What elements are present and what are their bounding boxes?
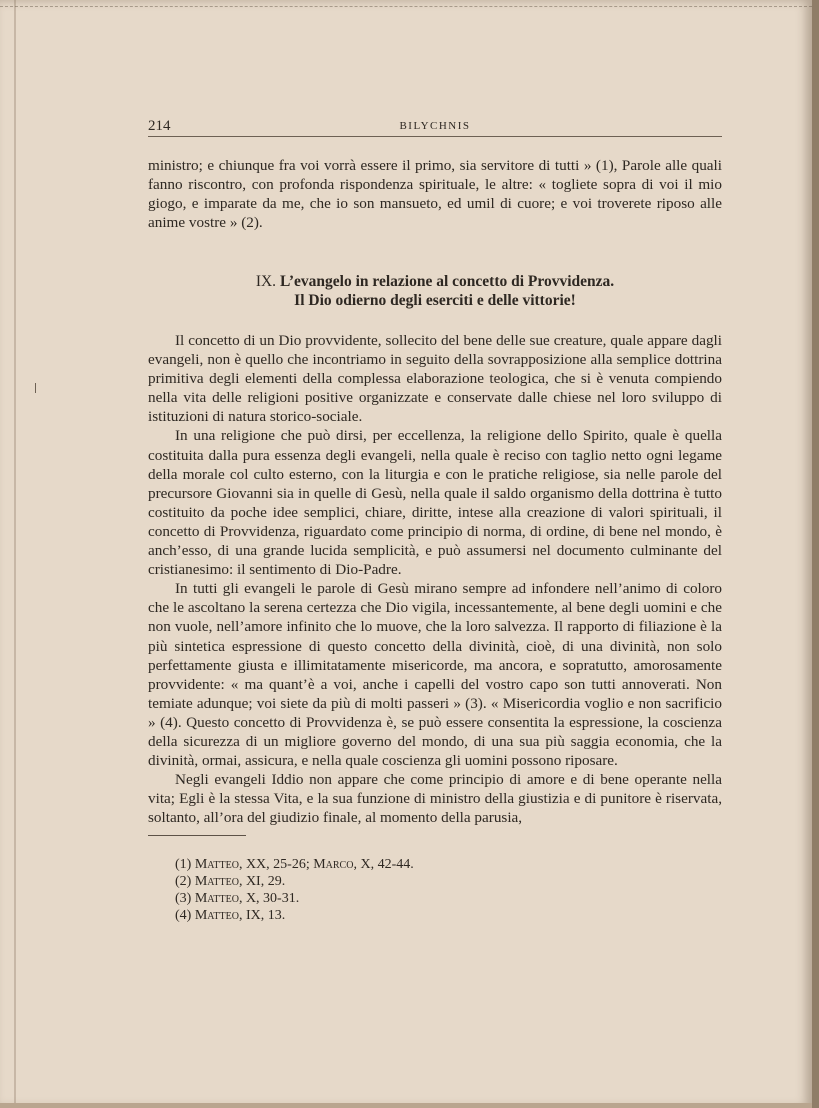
section-title-line-1 [148,272,722,291]
footnote-mark: (1) [175,857,192,872]
footnote-ref: , X, 42-44. [353,857,414,872]
section-heading [148,272,722,310]
footnote-author: Matteo [194,908,239,923]
footnote [175,873,414,890]
paragraph: Negli evangeli Iddio non appare che come principio di amore e di bene operante nella vita; Egli è la stessa Vita, e la sua funzione di ministro della giustizia e di punitore è riservata, soltanto, all’ora del giudizio finale, al momento della parusia, [148,771,722,827]
page-fold-shadow [14,0,16,1108]
footnote [175,907,414,924]
footnote-author: Matteo [194,874,239,889]
footnote [175,890,414,907]
footnote-ref: , X, 30-31. [238,891,300,906]
footnote-mark: (3) [175,891,192,906]
top-edge-line [0,6,812,8]
section-subtitle: Il Dio odierno degli eserciti e delle vittorie! [294,292,576,309]
paragraph: In tutti gli evangeli le parole di Gesù mirano sempre ad infondere nell’animo di coloro che le ascoltano la serena certezza che Dio vigila, incessantemente, al bene degli uomini e che non vuole, nell’amore infinito che lo muove, che la loro salvezza. Il rapporto di filiazione è la più sintetica espressione di questo concetto della divinità, cioè, di una divinità, non solo perfettamente giusta e illimitatamente misericorde, ma ancora, e sopratutto, amorosamente provvidente: « ma quant’è a voi, anche i capelli del vostro capo son tutti annoverati. Non temiate adunque; voi siete da più di molti passeri » (3). « Misericordia voglio e non sacrificio » (4). Questo concetto di Provvidenza è, se può essere consentita la espressione, la coscienza della sicurezza di un migliore governo del mondo, di una sua più saggia economia, che la divinità, ormai, assicura, e nella quale coscienza gli uomini possono riposare. [148,580,722,770]
margin-mark [35,383,36,393]
footnote-ref: , XI, 29. [238,874,286,889]
running-head [148,118,722,137]
paragraph: In una religione che può dirsi, per eccellenza, la religione dello Spirito, quale è quella costituita dalla pura essenza degli evangeli, nella quale è reciso con taglio netto ogni legame della morale col culto esterno, con la liturgia e con le pratiche religiose, sia nelle parole del precursore Giovanni sia in quelle di Gesù, nella quale il saldo organismo della dottrina è tutto costituito da poche idee semplici, chiare, diritte, intese alla creazione di valori spirituali, il concetto di Provvidenza, riguardato come principio di norma, di ordine, di bene nel mondo, è anch’esso, di una grande lucida semplicità, e può assumersi nel documento culminante del cristianesimo: il sentimento di Dio-Padre. [148,427,722,579]
footnote-mark: (4) [175,908,192,923]
section-number: IX. [255,273,277,290]
footnote-mark: (2) [175,874,192,889]
footnote-author: Matteo [194,891,239,906]
footnote-ref: , IX, 13. [238,908,286,923]
footnote-author: Matteo [194,857,239,872]
footnote-ref: , XX, 25-26; [238,857,314,872]
paragraph: Il concetto di un Dio provvidente, sollecito del bene delle sue creature, quale appare dagli evangeli, non è quello che incontriamo in seguito della sovrapposizione alla semplice dottrina primitiva degli elementi della complessa elaborazione teologica, che si è venuta compiendo nella vita delle religioni positive organizzate e conservate dalle chiese nel loro sviluppo di istituzioni di natura storico-sociale. [148,332,722,426]
body-text [148,331,722,827]
footnote [175,856,414,873]
footnotes [175,856,414,924]
page-bottom-edge [0,1103,812,1108]
section-title: L’evangelo in relazione al concetto di Provvidenza. [279,273,615,290]
opening-paragraph [148,156,722,232]
journal-title: BILYCHNIS [399,120,471,132]
footnote-rule [148,835,246,836]
paragraph-text: ministro; e chiunque fra voi vorrà essere il primo, sia servitore di tutti » (1), Parole alle quali fanno riscontro, con profonda rispondenza spirituale, le altre: « togliete sopra di voi il mio giogo, e imparate da me, che io son mansueto, ed umil di cuore; e voi troverete riposo alle anime vostre » (2). [148,157,722,232]
footnote-author: Marco [313,857,354,872]
page-number: 214 [148,118,171,134]
